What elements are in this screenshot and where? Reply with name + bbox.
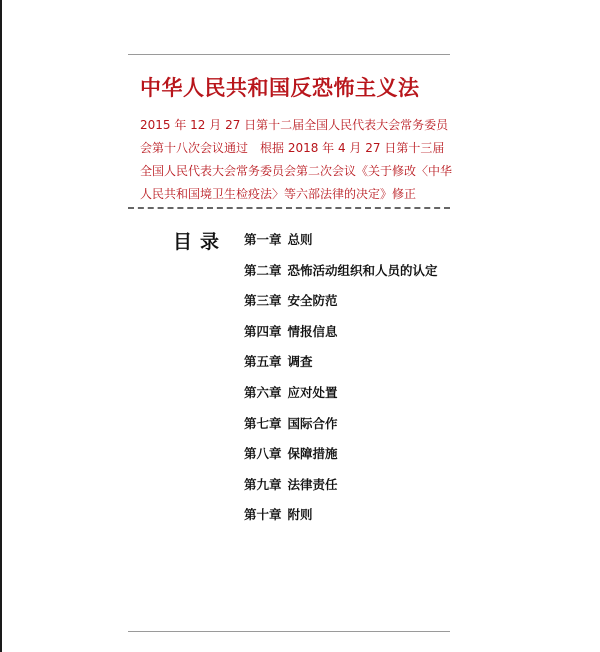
top-divider [128,54,450,55]
chapter-number: 第一章 [244,232,282,247]
chapter-number: 第五章 [244,354,282,370]
toc-item-chapter-10[interactable] [244,507,438,538]
chapter-number: 第六章 [244,384,282,400]
document-title: 中华人民共和国反恐怖主义法 [140,76,420,100]
chapter-title: 国际合作 [287,415,338,431]
chapter-title: 安全防范 [287,293,338,309]
toc-item-chapter-5[interactable] [244,354,438,385]
chapter-number: 第三章 [244,293,282,309]
chapter-title: 应对处置 [287,384,338,400]
chapter-title: 保障措施 [287,446,338,462]
chapter-title: 总则 [287,232,313,247]
toc-item-chapter-9[interactable] [244,477,438,508]
toc-item-chapter-4[interactable] [244,324,438,355]
chapter-number: 第九章 [244,476,282,492]
chapter-number: 第二章 [244,262,282,278]
viewer-left-edge [0,0,2,652]
toc-item-chapter-7[interactable] [244,416,438,447]
chapter-title: 调查 [287,354,313,370]
document-subtitle: 2015 年 12 月 27 日第十二届全国人民代表大会常务委员会第十八次会议通过 根据 2018 年 4 月 27 日第十三届全国人民代表大会常务委员会第二次会议《关于修改〈中华人民共和国境卫生检疫法〉等六部法律的决定》修正 [140,118,453,201]
document-page [128,0,453,652]
bottom-divider [128,631,450,632]
toc-heading: 目录 [173,231,228,253]
chapter-number: 第八章 [244,446,282,462]
chapter-title: 附则 [287,507,313,523]
table-of-contents [244,232,438,538]
toc-item-chapter-2[interactable] [244,263,438,294]
chapter-title: 情报信息 [287,323,338,339]
toc-item-chapter-8[interactable] [244,446,438,477]
chapter-number: 第七章 [244,415,282,431]
chapter-number: 第四章 [244,323,282,339]
dashed-divider [128,207,450,209]
chapter-number: 第十章 [244,507,282,523]
toc-item-chapter-6[interactable] [244,385,438,416]
chapter-title: 恐怖活动组织和人员的认定 [287,262,438,278]
chapter-title: 法律责任 [287,476,338,492]
toc-item-chapter-3[interactable] [244,293,438,324]
toc-item-chapter-1[interactable] [244,232,438,263]
